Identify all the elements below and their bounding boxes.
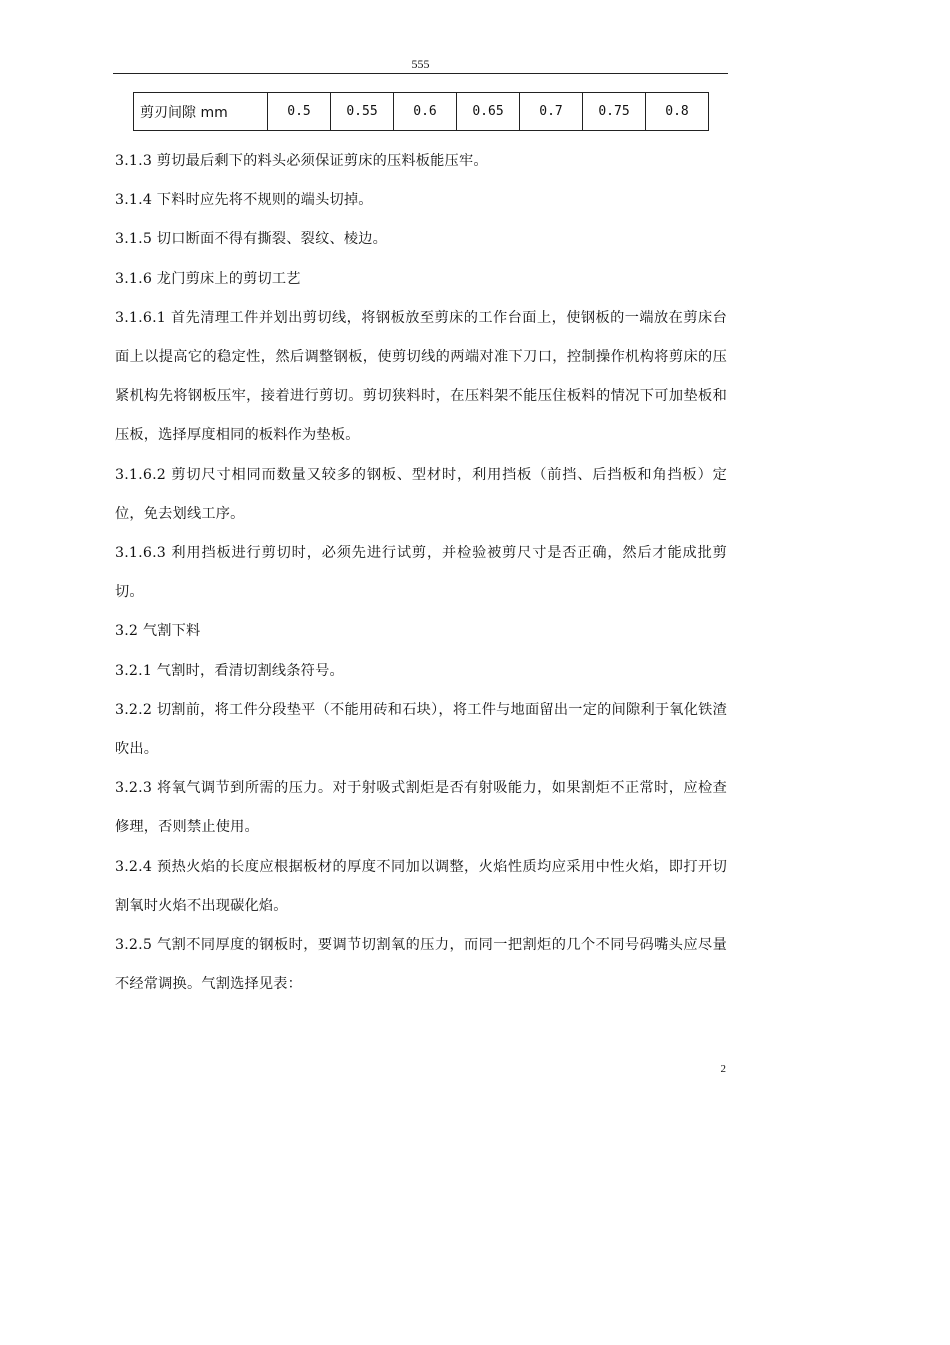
paragraph-3-2-2: 3.2.2 切割前，将工件分段垫平（不能用砖和石块），将工件与地面留出一定的间隙利于氧化铁渣吹出。 xyxy=(115,701,727,758)
table-cell: 0.5 xyxy=(268,93,331,131)
body-text xyxy=(115,142,727,1004)
table-cell: 0.8 xyxy=(646,93,709,131)
paragraph-3-1-5: 3.1.5 切口断面不得有撕裂、裂纹、棱边。 xyxy=(115,231,388,248)
paragraph-3-2-4: 3.2.4 预热火焰的长度应根据板材的厚度不同加以调整，火焰性质均应采用中性火焰，即打开切割氧时火焰不出现碳化焰。 xyxy=(115,858,727,914)
table-label-cell: 剪刃间隙 mm xyxy=(134,93,268,131)
blade-gap-table xyxy=(133,92,709,131)
paragraph-3-1-6: 3.1.6 龙门剪床上的剪切工艺 xyxy=(115,270,301,287)
page-number: 2 xyxy=(720,1063,726,1075)
table-cell: 0.6 xyxy=(394,93,457,131)
header-rule xyxy=(113,73,728,74)
paragraph-3-1-6-1: 3.1.6.1 首先清理工件并划出剪切线，将钢板放至剪床的工作台面上，使钢板的一端放在剪床台面上以提高它的稳定性，然后调整钢板，使剪切线的两端对准下刀口，控制操作机构将剪床的压紧机构先将钢板压牢，接着进行剪切。剪切狭料时，在压料架不能压住板料的情况下可加垫板和压板，选择厚度相同的板料作为垫板。 xyxy=(115,309,727,444)
paragraph-3-2-1: 3.2.1 气割时，看清切割线条符号。 xyxy=(115,662,344,679)
table-cell: 0.65 xyxy=(457,93,520,131)
paragraph-3-2-5: 3.2.5 气割不同厚度的钢板时，要调节切割氧的压力，而同一把割炬的几个不同号码嘴头应尽量不经常调换。气割选择见表： xyxy=(115,937,727,993)
paragraph-3-1-6-3: 3.1.6.3 利用挡板进行剪切时，必须先进行试剪，并检验被剪尺寸是否正确，然后才能成批剪切。 xyxy=(115,545,727,601)
page-header: 555 xyxy=(411,57,430,71)
paragraph-3-1-4: 3.1.4 下料时应先将不规则的端头切掉。 xyxy=(115,192,373,209)
paragraph-3-1-3: 3.1.3 剪切最后剩下的料头必须保证剪床的压料板能压牢。 xyxy=(115,153,488,169)
table-row xyxy=(134,93,709,131)
section-heading-3-2: 3.2 气割下料 xyxy=(115,623,201,640)
table-cell: 0.55 xyxy=(331,93,394,131)
table-cell: 0.75 xyxy=(583,93,646,131)
table-cell: 0.7 xyxy=(520,93,583,131)
paragraph-3-1-6-2: 3.1.6.2 剪切尺寸相同而数量又较多的钢板、型材时，利用挡板（前挡、后挡板和角挡板）定位，免去划线工序。 xyxy=(115,466,727,522)
paragraph-3-2-3: 3.2.3 将氧气调节到所需的压力。对于射吸式割炬是否有射吸能力，如果割炬不正常时，应检查修理，否则禁止使用。 xyxy=(115,780,727,836)
